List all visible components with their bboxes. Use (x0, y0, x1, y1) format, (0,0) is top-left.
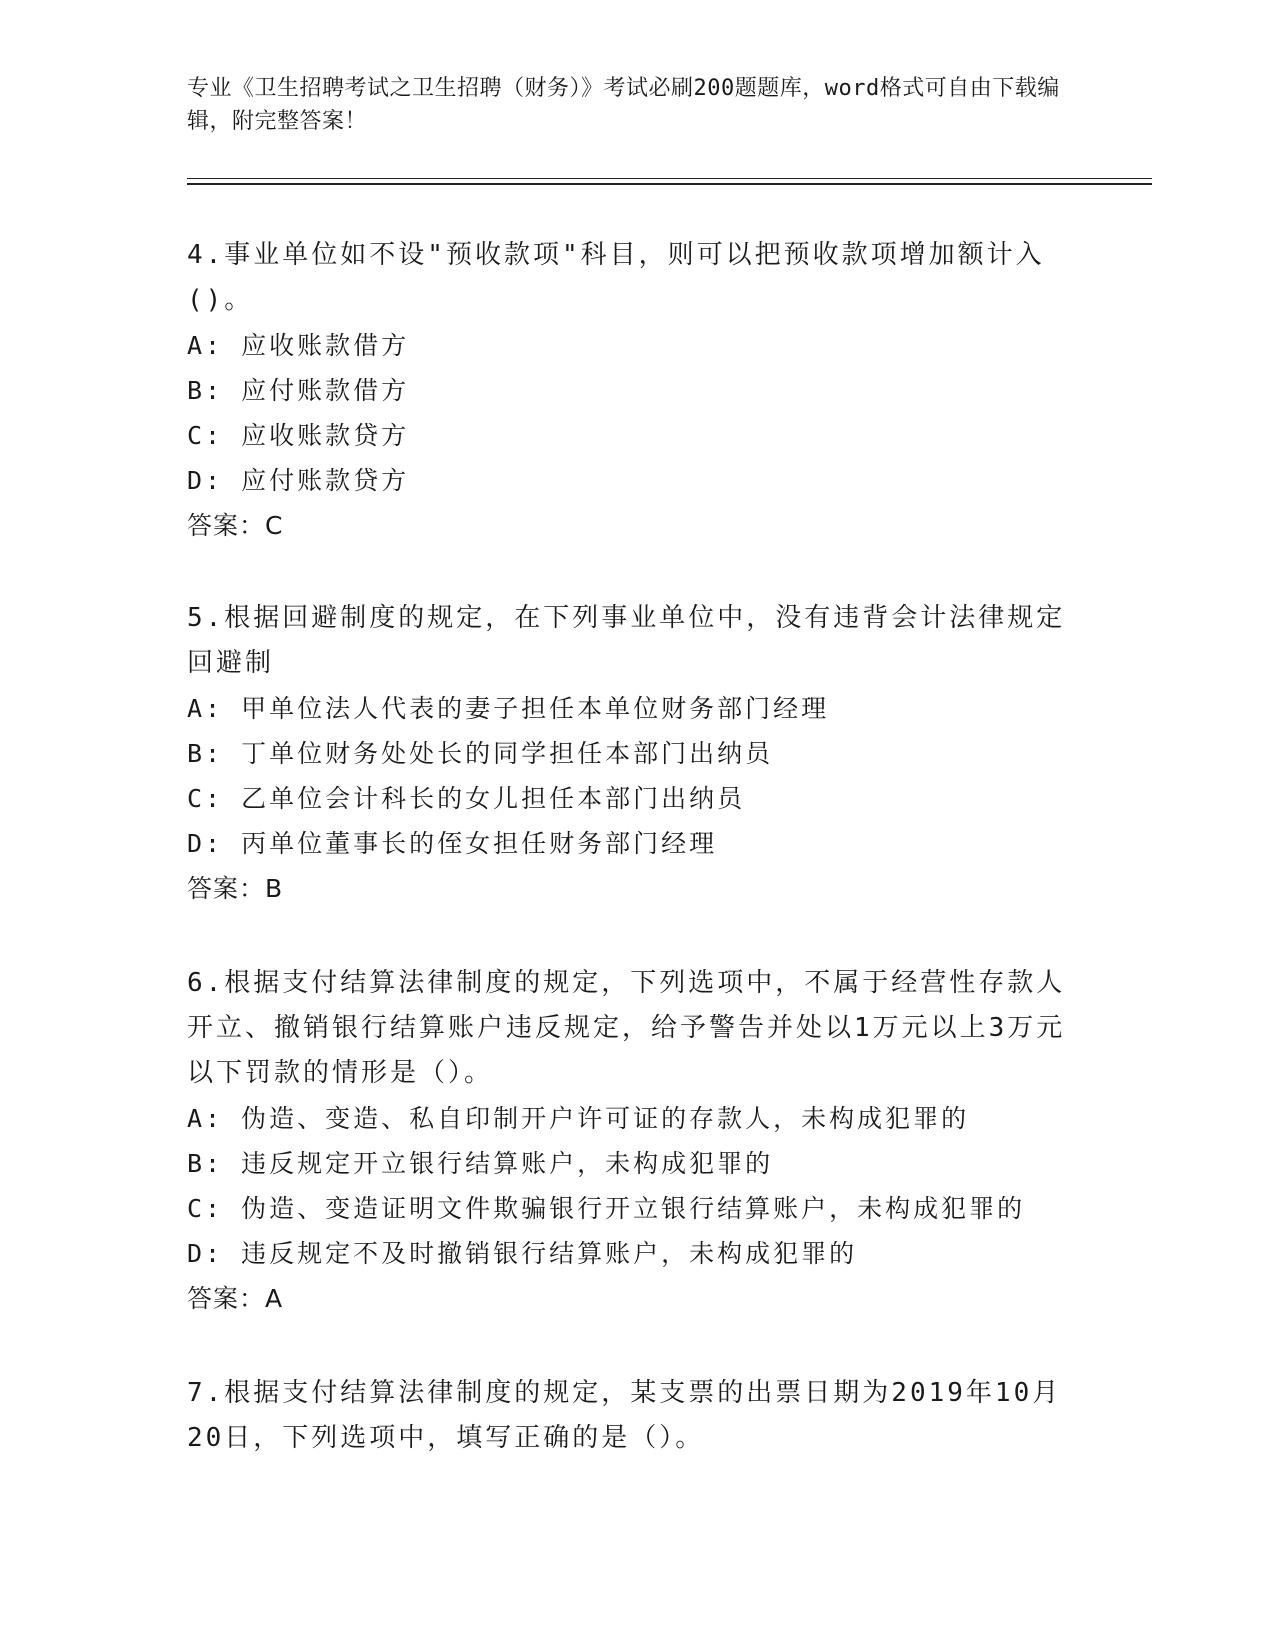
answer-line: 答案：C (187, 511, 284, 540)
option-b: B: 丁单位财务处处长的同学担任本部门出纳员 (187, 739, 774, 768)
option-list (187, 1096, 1067, 1276)
question-7 (187, 1371, 1067, 1461)
option-c: C: 乙单位会计科长的女儿担任本部门出纳员 (187, 784, 746, 813)
option-c: C: 应收账款贷方 (187, 421, 410, 450)
option-d: D: 违反规定不及时撤销银行结算账户，未构成犯罪的 (187, 1239, 858, 1268)
question-title: 5.根据回避制度的规定，在下列事业单位中，没有违背会计法律规定回避制 (187, 603, 1066, 678)
option-list (187, 323, 1067, 503)
answer-line: 答案：A (187, 1284, 284, 1313)
option-a: A: 伪造、变造、私自印制开户许可证的存款人，未构成犯罪的 (187, 1104, 970, 1133)
option-b: B: 违反规定开立银行结算账户，未构成犯罪的 (187, 1149, 774, 1178)
option-a: A: 应收账款借方 (187, 331, 410, 360)
question-title: 6.根据支付结算法律制度的规定，下列选项中，不属于经营性存款人开立、撤销银行结算账户违反规定，给予警告并处以1万元以上3万元以下罚款的情形是（）。 (187, 968, 1066, 1088)
option-a: A: 甲单位法人代表的妻子担任本单位财务部门经理 (187, 694, 830, 723)
option-c: C: 伪造、变造证明文件欺骗银行开立银行结算账户，未构成犯罪的 (187, 1194, 1026, 1223)
question-6 (187, 961, 1067, 1321)
header-divider-thin (187, 178, 1152, 179)
header-divider-thick (187, 183, 1152, 185)
question-title: 7.根据支付结算法律制度的规定，某支票的出票日期为2019年10月20日，下列选项中，填写正确的是（）。 (187, 1378, 1062, 1453)
option-d: D: 应付账款贷方 (187, 466, 410, 495)
question-4 (187, 233, 1067, 548)
question-5 (187, 596, 1067, 911)
question-title: 4.事业单位如不设"预收款项"科目，则可以把预收款项增加额计入()。 (187, 240, 1045, 315)
option-list (187, 686, 1067, 866)
answer-line: 答案：B (187, 874, 284, 903)
option-d: D: 丙单位董事长的侄女担任财务部门经理 (187, 829, 718, 858)
option-b: B: 应付账款借方 (187, 376, 410, 405)
document-header: 专业《卫生招聘考试之卫生招聘（财务）》考试必刷200题题库，word格式可自由下载编辑，附完整答案！ (187, 76, 1060, 134)
